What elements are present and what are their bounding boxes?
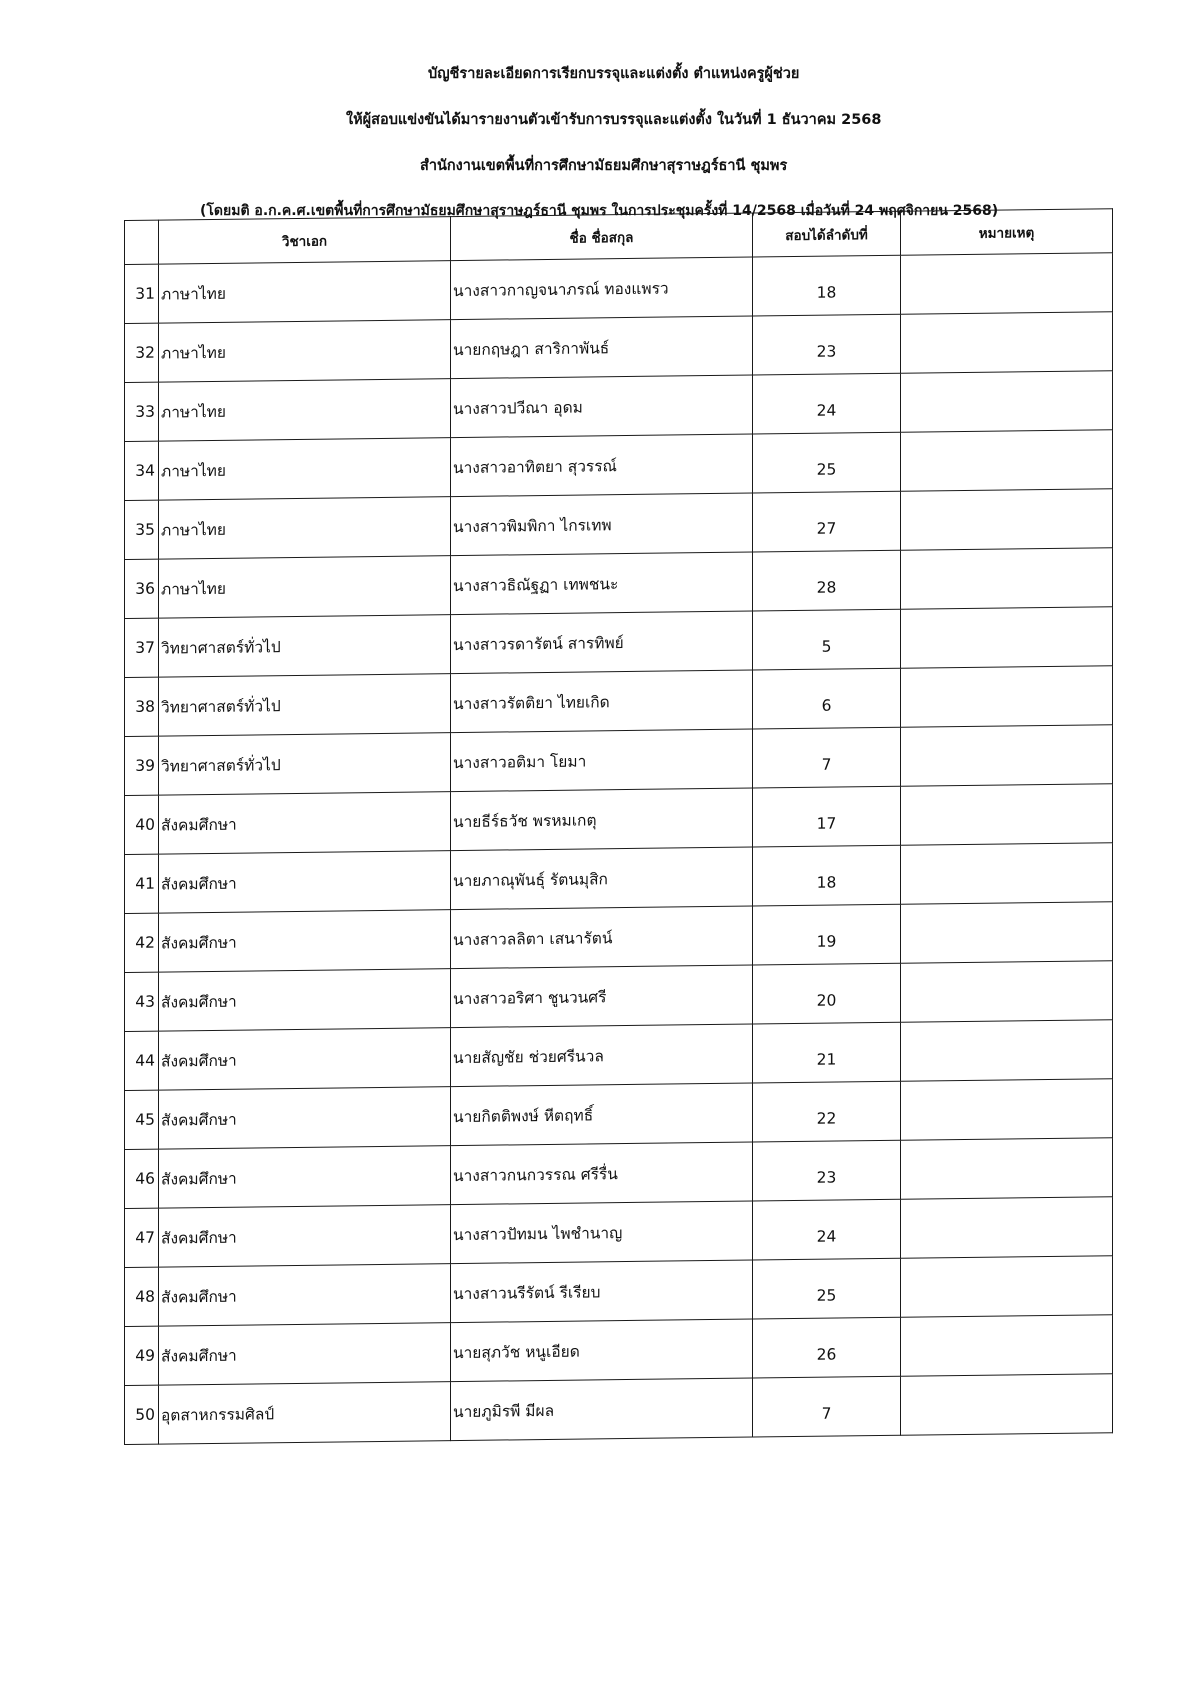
header-subject: วิชาเอก (159, 217, 451, 264)
row-subject: ภาษาไทย (159, 320, 451, 382)
row-name: นางสาวลลิตา เสนารัตน์ (451, 906, 753, 969)
row-rank: 23 (753, 314, 901, 375)
row-subject: สังคมศึกษา (159, 1146, 451, 1208)
row-subject: ภาษาไทย (159, 497, 451, 559)
header-remark: หมายเหตุ (901, 209, 1113, 256)
row-subject: สังคมศึกษา (159, 1323, 451, 1385)
row-number: 39 (125, 736, 159, 795)
row-rank: 5 (753, 609, 901, 670)
row-remark (901, 1256, 1113, 1318)
row-number: 31 (125, 264, 159, 323)
row-remark (901, 371, 1113, 433)
row-number: 41 (125, 854, 159, 913)
row-subject: วิทยาศาสตร์ทั่วไป (159, 615, 451, 677)
row-number: 45 (125, 1090, 159, 1149)
row-rank: 22 (753, 1081, 901, 1142)
row-number: 43 (125, 972, 159, 1031)
row-subject: สังคมศึกษา (159, 851, 451, 913)
row-name: นางสาวรดารัตน์ สารทิพย์ (451, 611, 753, 674)
row-subject: ภาษาไทย (159, 556, 451, 618)
report-date-line: ให้ผู้สอบแข่งขันได้มารายงานตัวเข้ารับการบรรจุและแต่งตั้ง ในวันที่ 1 ธันวาคม 2568 (346, 112, 882, 128)
row-name: นายกิตติพงษ์ หีตฤทธิ์ (451, 1083, 753, 1146)
row-remark (901, 548, 1113, 610)
row-remark (901, 1079, 1113, 1141)
row-name: นางสาวพิมพิกา ไกรเทพ (451, 493, 753, 556)
row-number: 40 (125, 795, 159, 854)
row-remark (901, 312, 1113, 374)
row-remark (901, 1138, 1113, 1200)
row-subject: อุตสาหกรรมศิลป์ (159, 1382, 451, 1444)
row-name: นายธีร์ธวัช พรหมเกตุ (451, 788, 753, 851)
row-rank: 25 (753, 1258, 901, 1319)
row-remark (901, 843, 1113, 905)
row-subject: ภาษาไทย (159, 261, 451, 323)
row-name: นายสุภวัช หนูเอียด (451, 1319, 753, 1382)
row-rank: 21 (753, 1022, 901, 1083)
row-name: นางสาวอาทิตยา สุวรรณ์ (451, 434, 753, 497)
row-rank: 26 (753, 1317, 901, 1378)
resolution-note: (โดยมติ อ.ก.ค.ศ.เขตพื้นที่การศึกษามัธยมศึกษาสุราษฎร์ธานี ชุมพร ในการประชุมครั้งที่ 14/2568 เมื่อวันที่ 24 พฤศจิกายน 2568) (200, 203, 999, 219)
row-subject: ภาษาไทย (159, 438, 451, 500)
row-subject: สังคมศึกษา (159, 1205, 451, 1267)
row-remark (901, 902, 1113, 964)
row-subject: ภาษาไทย (159, 379, 451, 441)
row-number: 38 (125, 677, 159, 736)
row-subject: สังคมศึกษา (159, 969, 451, 1031)
appointment-table (124, 208, 1113, 1445)
row-number: 32 (125, 323, 159, 382)
row-name: นางสาวกนกวรรณ ศรีรื่น (451, 1142, 753, 1205)
row-number: 42 (125, 913, 159, 972)
row-name: นางสาวปัทมน ไพชำนาญ (451, 1201, 753, 1264)
row-subject: สังคมศึกษา (159, 1264, 451, 1326)
row-subject: วิทยาศาสตร์ทั่วไป (159, 733, 451, 795)
row-remark (901, 1315, 1113, 1377)
row-number: 48 (125, 1267, 159, 1326)
row-number: 44 (125, 1031, 159, 1090)
row-remark (901, 430, 1113, 492)
row-remark (901, 1020, 1113, 1082)
row-name: นางสาวอติมา โยมา (451, 729, 753, 792)
row-rank: 17 (753, 786, 901, 847)
row-remark (901, 489, 1113, 551)
row-rank: 7 (753, 727, 901, 788)
row-remark (901, 725, 1113, 787)
row-rank: 23 (753, 1140, 901, 1201)
row-number: 34 (125, 441, 159, 500)
row-name: นายกฤษฎา สาริกาพันธ์ (451, 316, 753, 379)
row-subject: วิทยาศาสตร์ทั่วไป (159, 674, 451, 736)
row-rank: 7 (753, 1376, 901, 1437)
table-row (125, 1374, 1113, 1445)
row-rank: 6 (753, 668, 901, 729)
row-name: นางสาวธิณัฐฏา เทพชนะ (451, 552, 753, 615)
row-rank: 27 (753, 491, 901, 552)
row-remark (901, 253, 1113, 315)
appointment-table-wrapper (124, 208, 1112, 1445)
row-name: นายภูมิรพี มีผล (451, 1378, 753, 1441)
row-remark (901, 784, 1113, 846)
row-rank: 18 (753, 255, 901, 316)
office-name: สำนักงานเขตพื้นที่การศึกษามัธยมศึกษาสุราษฎร์ธานี ชุมพร (420, 158, 788, 174)
row-name: นางสาวนรีรัตน์ รีเรียบ (451, 1260, 753, 1323)
row-remark (901, 666, 1113, 728)
row-rank: 28 (753, 550, 901, 611)
row-rank: 24 (753, 1199, 901, 1260)
row-rank: 20 (753, 963, 901, 1024)
row-subject: สังคมศึกษา (159, 910, 451, 972)
row-subject: สังคมศึกษา (159, 792, 451, 854)
document-title: บัญชีรายละเอียดการเรียกบรรจุและแต่งตั้ง ตำแหน่งครูผู้ช่วย (428, 66, 800, 82)
row-subject: สังคมศึกษา (159, 1028, 451, 1090)
row-number: 33 (125, 382, 159, 441)
row-name: นายสัญชัย ช่วยศรีนวล (451, 1024, 753, 1087)
row-name: นางสาวปวีณา อุดม (451, 375, 753, 438)
row-rank: 24 (753, 373, 901, 434)
header-name: ชื่อ ชื่อสกุล (451, 213, 753, 261)
row-number: 36 (125, 559, 159, 618)
row-number: 35 (125, 500, 159, 559)
row-number: 47 (125, 1208, 159, 1267)
row-rank: 19 (753, 904, 901, 965)
header-number (125, 220, 159, 264)
row-name: นายภาณุพันธุ์ รัตนมุสิก (451, 847, 753, 910)
row-subject: สังคมศึกษา (159, 1087, 451, 1149)
row-number: 37 (125, 618, 159, 677)
row-rank: 18 (753, 845, 901, 906)
row-remark (901, 961, 1113, 1023)
row-remark (901, 1197, 1113, 1259)
header-rank: สอบได้ลำดับที่ (753, 211, 901, 257)
row-name: นางสาวกาญจนาภรณ์ ทองแพรว (451, 257, 753, 320)
row-number: 46 (125, 1149, 159, 1208)
row-remark (901, 1374, 1113, 1436)
row-name: นางสาวอริศา ชูนวนศรี (451, 965, 753, 1028)
row-rank: 25 (753, 432, 901, 493)
row-number: 49 (125, 1326, 159, 1385)
row-remark (901, 607, 1113, 669)
row-name: นางสาวรัตติยา ไทยเกิด (451, 670, 753, 733)
row-number: 50 (125, 1385, 159, 1444)
